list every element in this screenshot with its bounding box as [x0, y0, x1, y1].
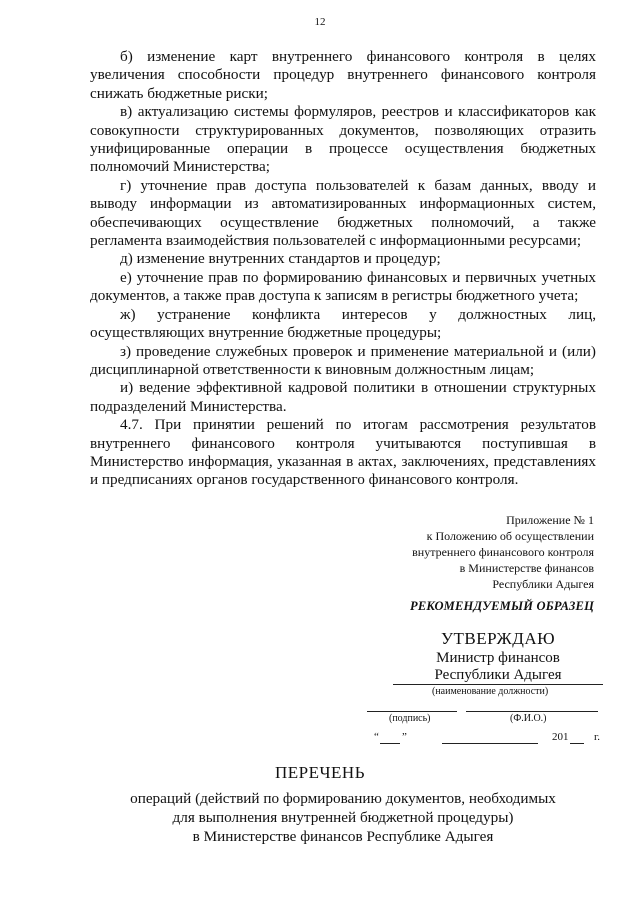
paragraph-v: в) актуализацию системы формуляров, реестров и классификаторов как совокупности структурированных документов, позволяющих отразить унифицированные операции в процессе осуществления бюджетных полномочий Министерства;	[90, 103, 596, 176]
day-underline	[380, 743, 400, 744]
body-text	[90, 48, 596, 490]
page-number: 12	[314, 16, 326, 28]
list-subtitle-line: для выполнения внутренней бюджетной процедуры)	[172, 809, 514, 826]
year-suffix: г.	[594, 731, 601, 743]
paragraph-zh: ж) устранение конфликта интересов у должностных лиц, осуществляющих внутренние бюджетные процедуры;	[90, 305, 596, 342]
paragraph-z: з) проведение служебных проверок и применение материальной и (или) дисциплинарной ответственности к виновным должностным лицам;	[90, 342, 596, 378]
month-underline	[442, 743, 538, 744]
list-subtitle-line: операций (действий по формированию документов, необходимых	[130, 790, 556, 807]
appendix-line: в Министерстве финансов	[459, 561, 594, 575]
paragraph-b: б) изменение карт внутреннего финансового контроля в целях увеличения способности процедур внутреннего финансового контроля снижать бюджетные риски;	[90, 48, 596, 102]
appendix-line: к Положению об осуществлении	[426, 529, 594, 543]
position-caption: (наименование должности)	[432, 686, 549, 697]
signature-caption: (подпись)	[389, 713, 431, 724]
list-subtitle-line: в Министерстве финансов Республике Адыгея	[192, 828, 494, 845]
appendix-line: Республики Адыгея	[492, 577, 594, 591]
paragraph-e: е) уточнение прав по формированию финансовых и первичных учетных документов, а также прав доступа к записям в регистры бюджетного учета;	[90, 268, 596, 305]
appendix-line: внутреннего финансового контроля	[412, 545, 594, 559]
list-subtitle	[90, 789, 596, 846]
date-quote-close: ”	[402, 731, 407, 743]
date-line	[368, 731, 608, 745]
appendix-line: Приложение № 1	[506, 513, 594, 527]
signature-underline	[367, 711, 457, 712]
paragraph-d: д) изменение внутренних стандартов и процедур;	[120, 250, 441, 268]
year-underline	[570, 743, 584, 744]
paragraph-g: г) уточнение прав доступа пользователей к базам данных, вводу и выводу информации из автоматизированных информационных систем, обеспечивающих осуществление бюджетных полномочий, а также регламента взаимодействия пользователей с информационными ресурсами;	[90, 176, 596, 250]
approve-heading: УТВЕРЖДАЮ	[441, 629, 556, 648]
position-line-1: Министр финансов	[436, 650, 560, 666]
sample-label: РЕКОМЕНДУЕМЫЙ ОБРАЗЕЦ	[409, 599, 594, 613]
year-prefix: 201	[552, 731, 569, 743]
position-line-2: Республики Адыгея	[434, 667, 562, 683]
date-quote-open: “	[374, 731, 379, 743]
position-underline	[393, 684, 603, 685]
name-underline	[466, 711, 598, 712]
paragraph-4-7: 4.7. При принятии решений по итогам рассмотрения результатов внутреннего финансового контроля учитываются поступившая в Министерство информация, указанная в актах, заключениях, представлениях и предписаниях органов государственного финансового контроля.	[90, 416, 596, 489]
paragraph-i: и) ведение эффективной кадровой политики в отношении структурных подразделений Министерства.	[90, 379, 596, 415]
name-caption: (Ф.И.О.)	[510, 713, 547, 724]
list-title: ПЕРЕЧЕНЬ	[275, 763, 365, 782]
appendix-block	[412, 512, 594, 592]
